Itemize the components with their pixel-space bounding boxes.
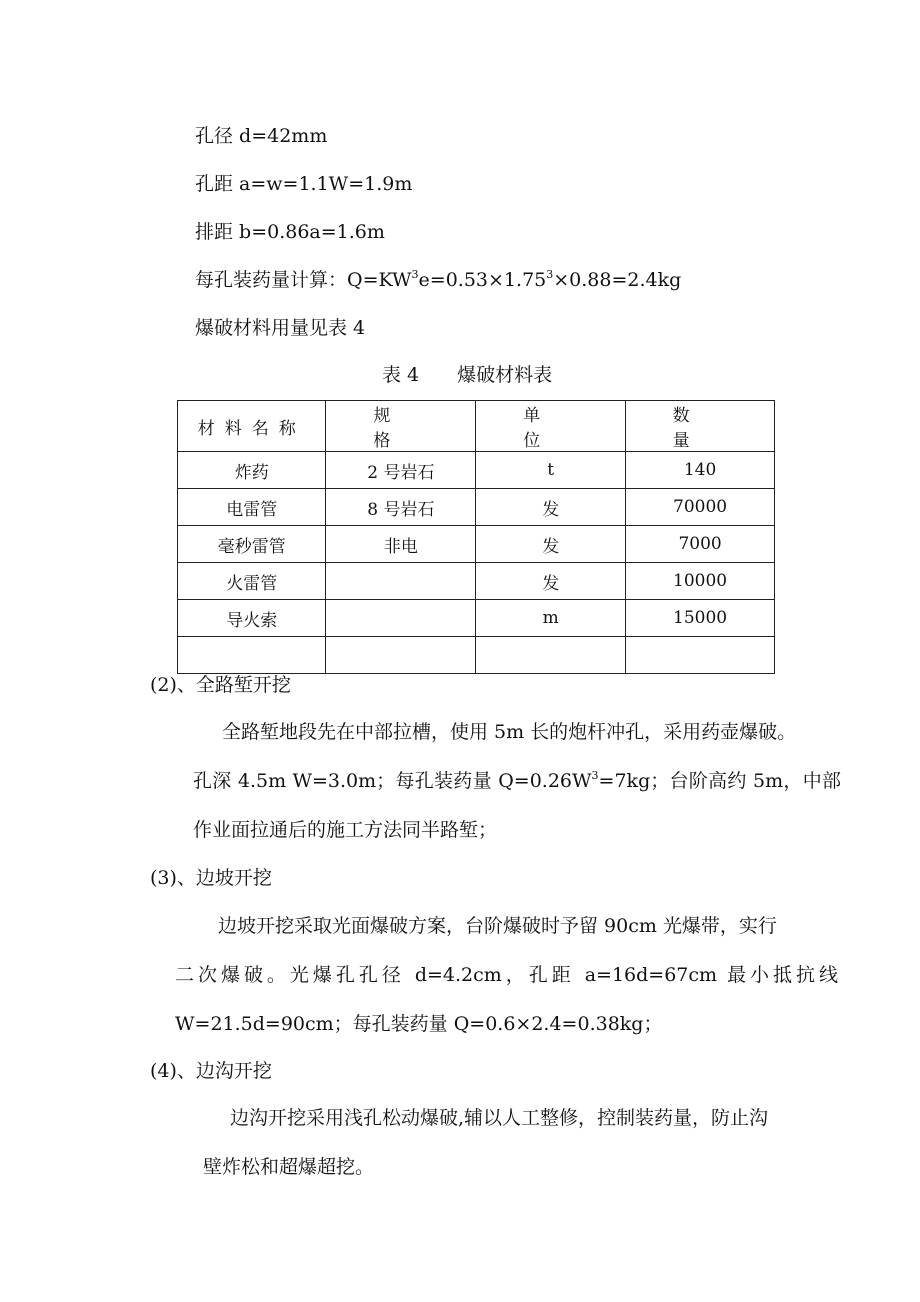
cell-unit: [476, 637, 626, 674]
table-row: [178, 563, 775, 600]
cell-name: [178, 637, 326, 674]
header-unit: 单 位: [476, 401, 626, 452]
charge-prefix: 每孔装药量计算：Q=KW: [195, 269, 412, 291]
cell-unit: t: [476, 452, 626, 489]
cell-name: 火雷管: [178, 563, 326, 600]
s2-line2-sup: 3: [591, 769, 599, 782]
cell-spec: 8 号岩石: [326, 489, 476, 526]
table-header-row: [178, 401, 775, 452]
calc-charge-formula: [195, 268, 681, 292]
section-3-line-3: W=21.5d=90cm；每孔装药量 Q=0.6×2.4=0.38kg；: [175, 1013, 663, 1035]
cell-unit: m: [476, 600, 626, 637]
cell-unit: 发: [476, 526, 626, 563]
section-3-heading: (3)、边坡开挖: [150, 867, 272, 889]
calc-hole-diameter: 孔径 d=42mm: [195, 125, 328, 147]
table-caption: [382, 363, 552, 387]
cell-spec: 2 号岩石: [326, 452, 476, 489]
table-row: [178, 600, 775, 637]
header-quantity: 数 量: [626, 401, 775, 452]
cell-quantity: 70000: [626, 489, 775, 526]
cell-name: 炸药: [178, 452, 326, 489]
section-4-heading: (4)、边沟开挖: [150, 1060, 272, 1082]
cell-quantity: [626, 637, 775, 674]
charge-mid: e=0.53×1.75: [418, 269, 547, 291]
cell-name: 导火索: [178, 600, 326, 637]
calc-row-spacing: 排距 b=0.86a=1.6m: [195, 221, 385, 243]
cell-unit: 发: [476, 563, 626, 600]
cell-name: 毫秒雷管: [178, 526, 326, 563]
cell-spec: [326, 637, 476, 674]
section-2-line-2: [193, 769, 841, 793]
table-row: [178, 489, 775, 526]
charge-suffix: ×0.88=2.4kg: [553, 269, 682, 291]
section-4-line-1: 边沟开挖采用浅孔松动爆破,辅以人工整修，控制装药量，防止沟: [230, 1107, 769, 1129]
calc-hole-spacing: 孔距 a=w=1.1W=1.9m: [195, 173, 413, 195]
section-4-line-2: 壁炸松和超爆超挖。: [203, 1156, 375, 1178]
cell-name: 电雷管: [178, 489, 326, 526]
header-name: 材料名称: [178, 401, 326, 452]
table-row: [178, 526, 775, 563]
materials-table: [177, 400, 783, 674]
caption-number: 表 4: [382, 364, 420, 386]
cell-quantity: 7000: [626, 526, 775, 563]
cell-spec: 非电: [326, 526, 476, 563]
section-2-line-3: 作业面拉通后的施工方法同半路堑；: [193, 819, 498, 841]
cell-quantity: 140: [626, 452, 775, 489]
cell-unit: 发: [476, 489, 626, 526]
see-table-note: 爆破材料用量见表 4: [195, 317, 366, 339]
caption-title: 爆破材料表: [457, 364, 553, 386]
section-3-line-2: 二次爆破。光爆孔孔径 d=4.2cm，孔距 a=16d=67cm 最小抵抗线: [175, 964, 838, 986]
s2-line2-b: =7kg；台阶高约 5m，中部: [598, 770, 841, 792]
table-row: [178, 637, 775, 674]
section-2-line-1: 全路堑地段先在中部拉槽，使用 5m 长的炮杆冲孔，采用药壶爆破。: [222, 721, 797, 743]
section-3-line-1: 边坡开挖采取光面爆破方案，台阶爆破时予留 90cm 光爆带，实行: [218, 915, 777, 937]
charge-sup1: 3: [411, 268, 419, 281]
header-spec: 规 格: [326, 401, 476, 452]
cell-spec: [326, 600, 476, 637]
cell-quantity: 15000: [626, 600, 775, 637]
cell-quantity: 10000: [626, 563, 775, 600]
s2-line2-a: 孔深 4.5m W=3.0m；每孔装药量 Q=0.26W: [193, 770, 592, 792]
table-row: [178, 452, 775, 489]
cell-spec: [326, 563, 476, 600]
section-2-heading: (2)、全路堑开挖: [150, 674, 291, 696]
charge-sup2: 3: [546, 268, 554, 281]
